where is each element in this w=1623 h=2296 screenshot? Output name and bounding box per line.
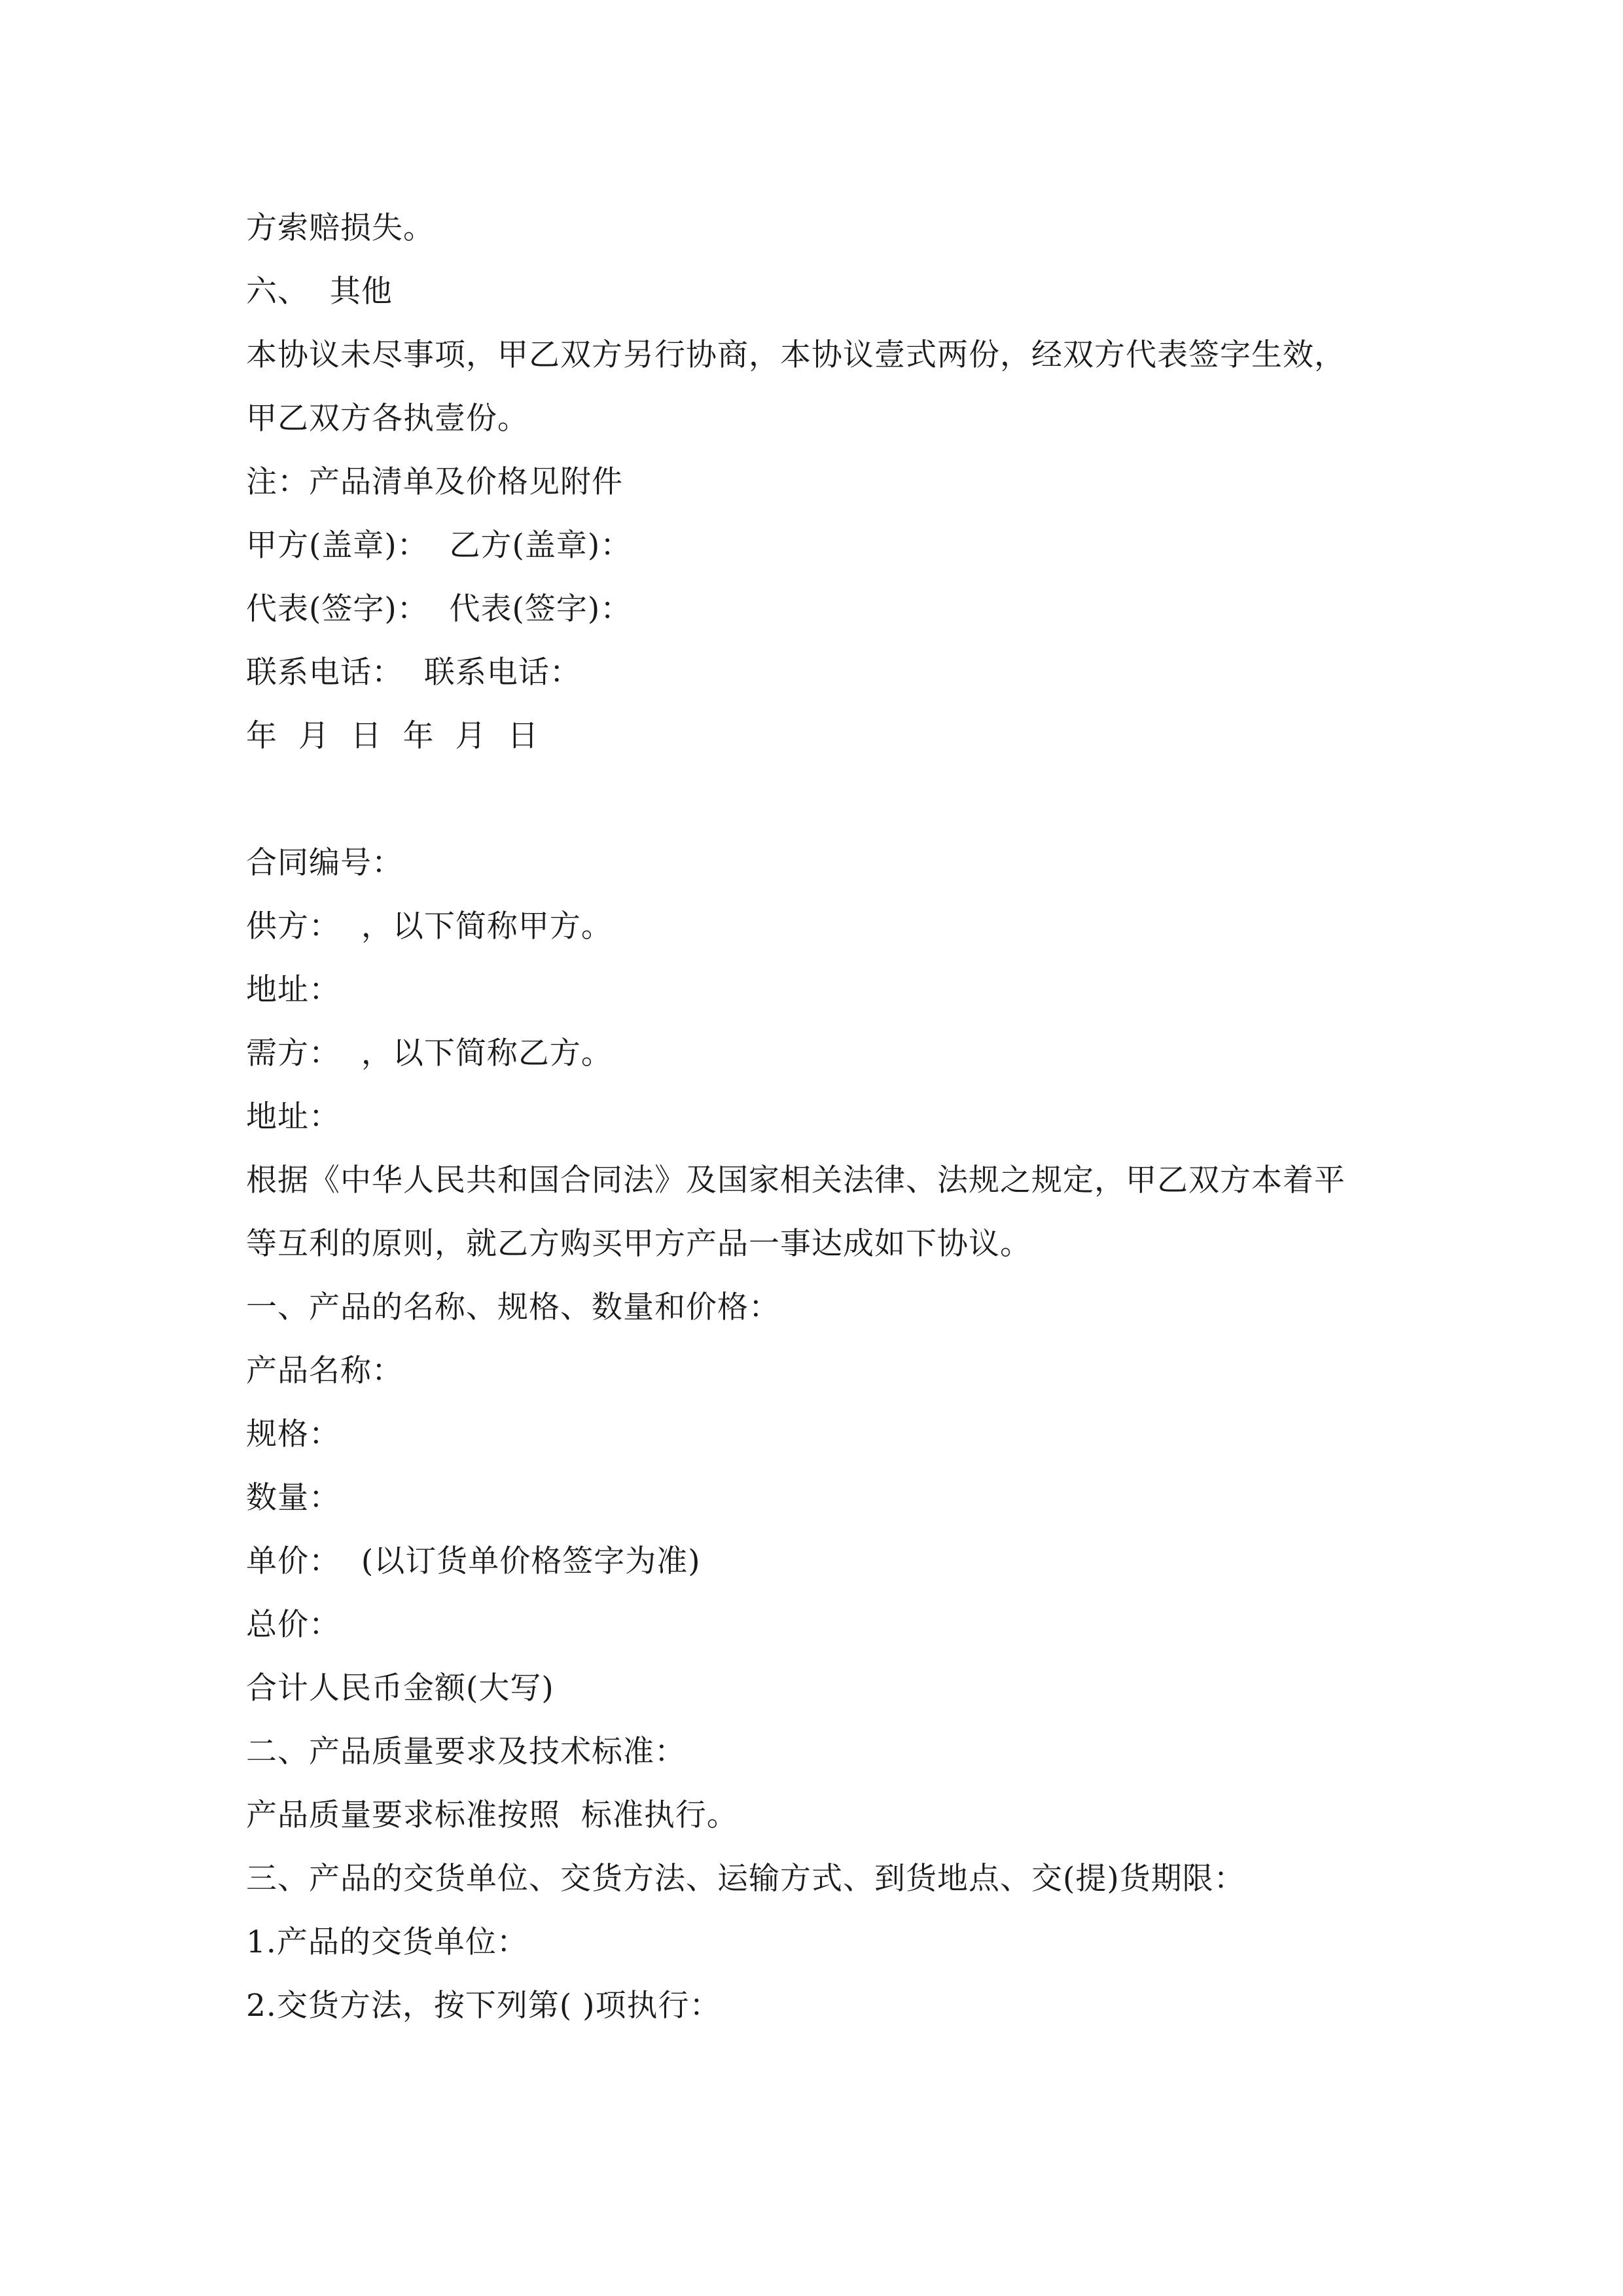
text-line-agreement-1: 本协议未尽事项，甲乙双方另行协商，本协议壹式两份，经双方代表签字生效， [246, 337, 1346, 373]
section-heading-products: 一、产品的名称、规格、数量和价格： [246, 1289, 780, 1325]
section-gap [246, 768, 1437, 831]
text-line-agreement-2: 甲乙双方各执壹份。 [246, 401, 529, 437]
document-body [246, 196, 1437, 2037]
text-line-total-price: 总价： [246, 1607, 340, 1643]
text-line-basis-1: 根据《中华人民共和国合同法》及国家相关法律、法规之规定，甲乙双方本着平 [246, 1162, 1346, 1198]
text-line-delivery-unit: 1.产品的交货单位： [246, 1924, 528, 1960]
text-line-buyer-address: 地址： [246, 1099, 340, 1135]
section-heading-delivery: 三、产品的交货单位、交货方法、运输方式、到货地点、交(提)货期限： [246, 1861, 1245, 1897]
text-line-signature: 代表(签字)： 代表(签字)： [246, 591, 632, 627]
text-line-seal: 甲方(盖章)： 乙方(盖章)： [246, 528, 632, 564]
text-line-quality-standard: 产品质量要求标准按照 标准执行。 [246, 1797, 738, 1833]
text-line-spec: 规格： [246, 1416, 340, 1452]
text-line-note: 注：产品清单及价格见附件 [246, 464, 623, 500]
text-line-supplier-address: 地址： [246, 972, 340, 1008]
text-line-unit-price: 单价： (以订货单价格签字为准) [246, 1543, 701, 1579]
text-line-product-name: 产品名称： [246, 1353, 403, 1389]
text-line-total-rmb: 合计人民币金额(大写) [246, 1670, 554, 1706]
text-line-date: 年 月 日 年 月 日 [246, 718, 539, 754]
text-line-quantity: 数量： [246, 1480, 340, 1516]
text-line-delivery-method: 2.交货方法，按下列第( )项执行： [246, 1988, 721, 2024]
text-line-phone: 联系电话： 联系电话： [246, 655, 581, 691]
text-line-basis-2: 等互利的原则，就乙方购买甲方产品一事达成如下协议。 [246, 1226, 1031, 1262]
text-line-compensation: 方索赔损失。 [246, 210, 435, 246]
text-line-buyer: 需方： ，以下简称乙方。 [246, 1035, 613, 1071]
section-heading-other: 六、 其他 [246, 274, 393, 310]
section-heading-quality: 二、产品质量要求及技术标准： [246, 1734, 686, 1770]
text-line-supplier: 供方： ，以下简称甲方。 [246, 908, 613, 944]
text-line-contract-number: 合同编号： [246, 845, 403, 881]
